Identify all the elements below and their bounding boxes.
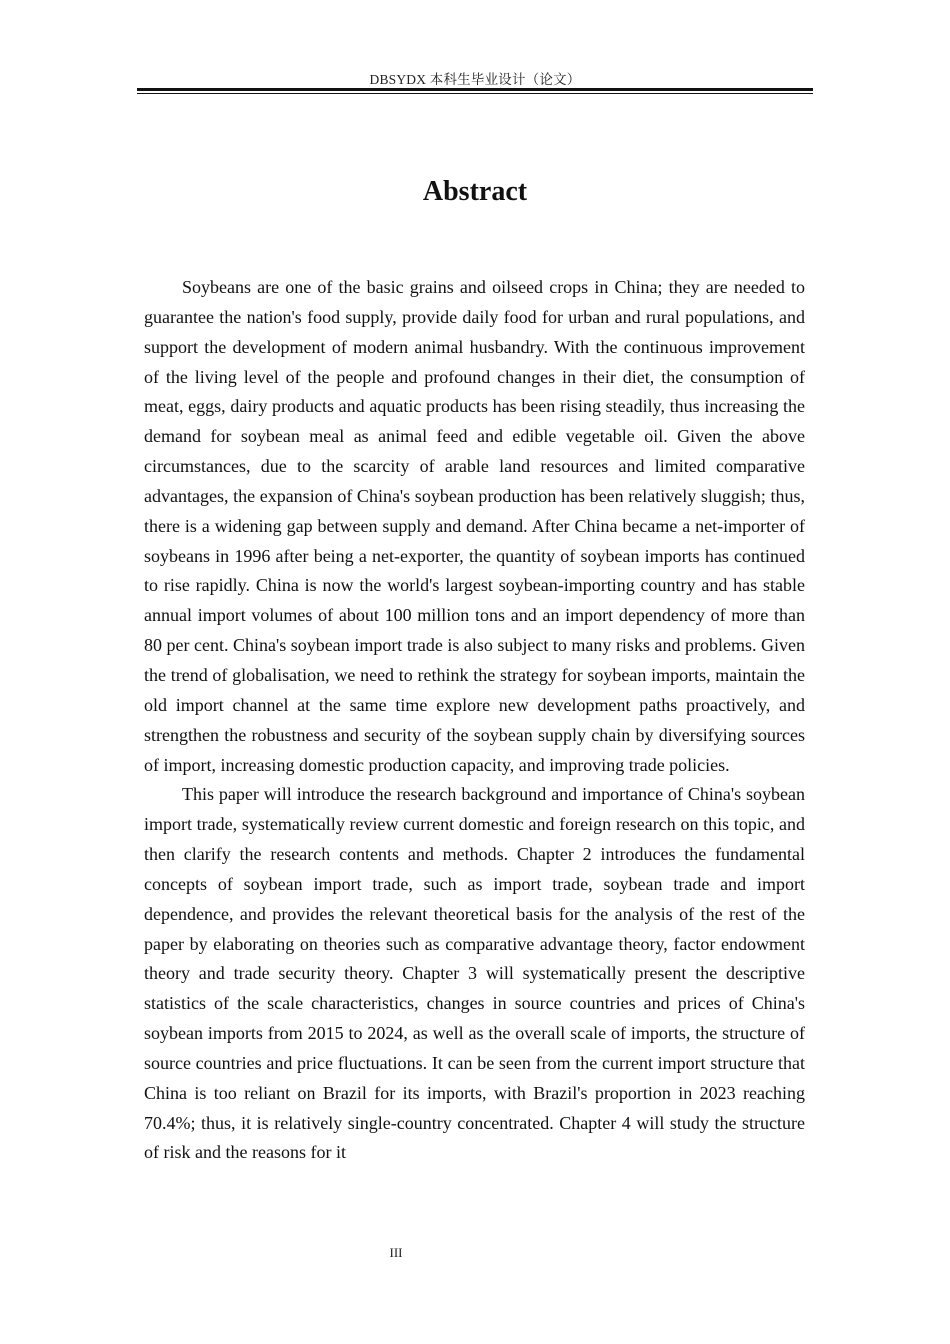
header-rule-thick bbox=[137, 88, 813, 91]
abstract-paragraph-1: Soybeans are one of the basic grains and oilseed crops in China; they are needed to guarantee the nation's food supply, provide daily food for urban and rural populations, and support the development of modern animal husbandry. With the continuous improvement of the living level of the people and profound changes in their diet, the consumption of meat, eggs, dairy products and aquatic products has been rising steadily, thus increasing the demand for soybean meal as animal feed and edible vegetable oil. Given the above circumstances, due to the scarcity of arable land resources and limited comparative advantages, the expansion of China's soybean production has been relatively sluggish; thus, there is a widening gap between supply and demand. After China became a net-importer of soybeans in 1996 after being a net-exporter, the quantity of soybean imports has continued to rise rapidly. China is now the world's largest soybean-importing country and has stable annual import volumes of about 100 million tons and an import dependency of more than 80 per cent. China's soybean import trade is also subject to many risks and problems. Given the trend of globalisation, we need to rethink the strategy for soybean imports, maintain the old import channel at the same time explore new development paths proactively, and strengthen the robustness and security of the soybean supply chain by diversifying sources of import, increasing domestic production capacity, and improving trade policies. bbox=[144, 277, 805, 775]
abstract-body bbox=[144, 273, 805, 1168]
header-rule-thin bbox=[137, 93, 813, 94]
running-header: DBSYDX 本科生毕业设计（论文） bbox=[369, 72, 581, 87]
abstract-paragraph-2: This paper will introduce the research background and importance of China's soybean import trade, systematically review current domestic and foreign research on this topic, and then clarify the research contents and methods. Chapter 2 introduces the fundamental concepts of soybean import trade, such as import trade, soybean trade and import dependence, and provides the relevant theoretical basis for the analysis of the rest of the paper by elaborating on theories such as comparative advantage theory, factor endowment theory and trade security theory. Chapter 3 will systematically present the descriptive statistics of the scale characteristics, changes in source countries and prices of China's soybean imports from 2015 to 2024, as well as the overall scale of imports, the structure of source countries and price fluctuations. It can be seen from the current import structure that China is too reliant on Brazil for its imports, with Brazil's proportion in 2023 reaching 70.4%; thus, it is relatively single-country concentrated. Chapter 4 will study the structure of risk and the reasons for it bbox=[144, 784, 805, 1163]
page-number: III bbox=[389, 1245, 403, 1260]
abstract-title: Abstract bbox=[422, 176, 528, 207]
